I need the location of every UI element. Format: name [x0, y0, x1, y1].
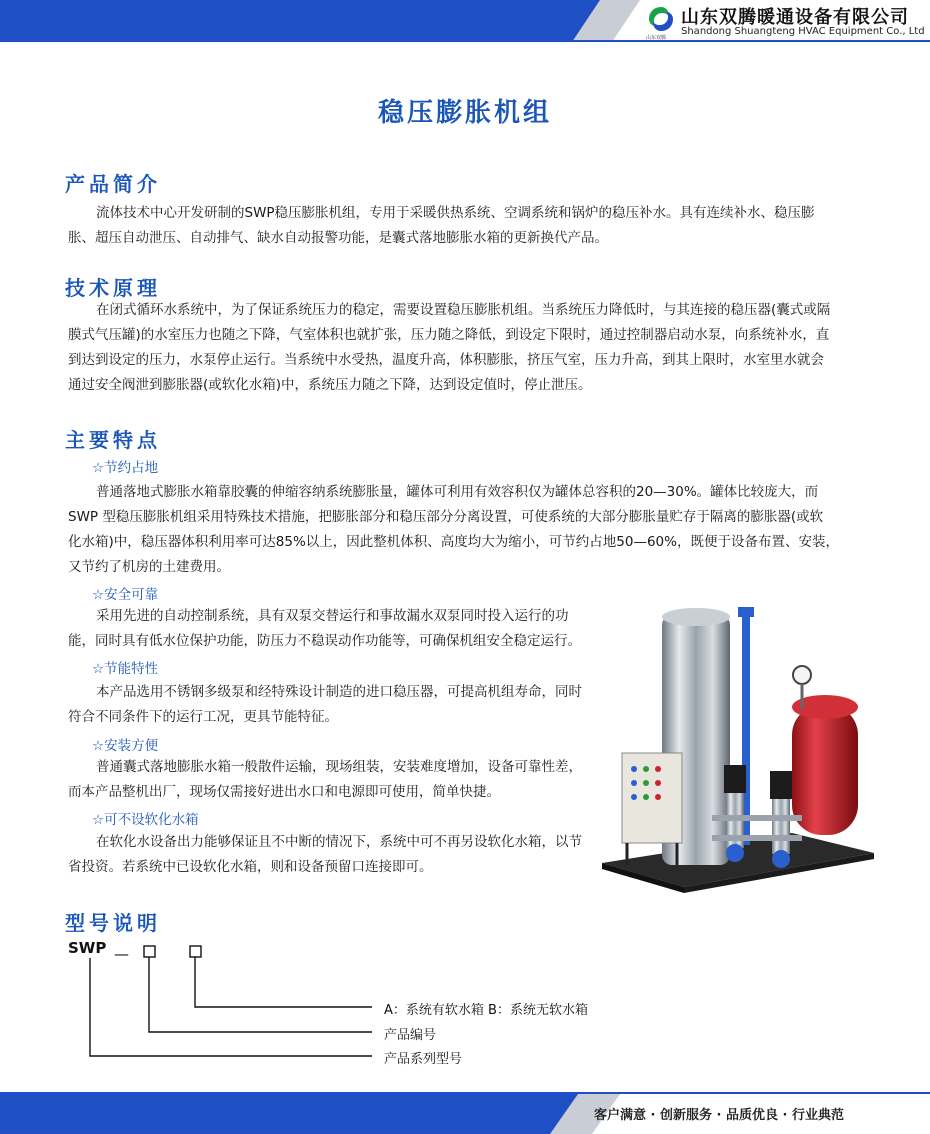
company-name-en: Shandong Shuangteng HVAC Equipment Co., Ltd — [681, 26, 925, 37]
model-prefix: SWP — [68, 939, 107, 957]
feature-softener-line-2: 省投资。若系统中已设软化水箱，则和设备预留口连接即可。 — [68, 859, 433, 875]
principle-line-3: 到达到设定的压力，水泵停止运行。当系统中水受热，温度升高，体积膨胀，挤压气室，压力升高，到其上限时，水室里水就会 — [68, 352, 824, 368]
company-name-cn: 山东双腾暖通设备有限公司 — [681, 7, 909, 28]
principle-line-1: 在闭式循环水系统中，为了保证系统压力的稳定，需要设置稳压膨胀机组。当系统压力降低时，与其连接的稳压器(囊式或隔 — [96, 302, 831, 318]
legend-tank-option: A：系统有软水箱 B：系统无软水箱 — [384, 1003, 588, 1018]
feature-safety-line-2: 能，同时具有低水位保护功能，防压力不稳误动作功能等，可确保机组安全稳定运行。 — [68, 633, 581, 649]
feature-title-installation: ☆安装方便 — [92, 738, 159, 754]
feature-install-line-1: 普通囊式落地膨胀水箱一般散件运输，现场组装，安装难度增加，设备可靠性差， — [96, 759, 582, 775]
feature-title-safety: ☆安全可靠 — [92, 587, 159, 603]
section-heading-principle: 技术原理 — [65, 276, 161, 300]
legend-product-series: 产品系列型号 — [384, 1052, 463, 1067]
model-box-number — [144, 946, 155, 957]
feature-title-energy: ☆节能特性 — [92, 661, 159, 677]
section-heading-model: 型号说明 — [65, 911, 161, 935]
feature-space-line-4: 又节约了机房的土建费用。 — [68, 559, 230, 575]
footer-slogan: 客户满意 · 创新服务 · 品质优良 · 行业典范 — [594, 1108, 844, 1123]
feature-energy-line-2: 符合不同条件下的运行工况，更具节能特征。 — [68, 709, 338, 725]
legend-product-number: 产品编号 — [384, 1028, 437, 1043]
feature-space-line-1: 普通落地式膨胀水箱靠胶囊的伸缩容纳系统膨胀量，罐体可利用有效容积仅为罐体总容积的20—30%。罐体比较庞大，而 — [96, 484, 819, 500]
feature-install-line-2: 而本产品整机出厂，现场仅需接好进出水口和电源即可使用，简单快捷。 — [68, 784, 500, 800]
intro-line-1: 流体技术中心开发研制的SWP稳压膨胀机组，专用于采暖供热系统、空调系统和锅炉的稳压补水。具有连续补水、稳压膨 — [96, 205, 815, 221]
feature-space-line-3: 化水箱)中，稳压器体积利用率可达85%以上，因此整机体积、高度均大为缩小，可节约占地50—60%，既便于设备布置、安装， — [68, 534, 839, 550]
model-dash: — — [114, 945, 129, 963]
section-heading-intro: 产品简介 — [65, 172, 161, 196]
logo-abbreviation: 山东双腾 — [646, 35, 667, 41]
feature-energy-line-1: 本产品选用不锈钢多级泵和经特殊设计制造的进口稳压器，可提高机组寿命，同时 — [96, 684, 582, 700]
feature-space-line-2: SWP 型稳压膨胀机组采用特殊技术措施，把膨胀部分和稳压部分分离设置，可使系统的大部分膨胀量贮存于隔离的膨胀器(或软 — [68, 509, 824, 525]
feature-softener-line-1: 在软化水设备出力能够保证且不中断的情况下，系统中可不再另设软化水箱，以节 — [96, 834, 582, 850]
model-box-type — [190, 946, 201, 957]
leader-line-b — [149, 957, 372, 1032]
principle-line-4: 通过安全阀泄到膨胀器(或软化水箱)中，系统压力随之下降，达到设定值时，停止泄压。 — [68, 377, 592, 393]
feature-title-space-saving: ☆节约占地 — [92, 460, 159, 476]
section-heading-features: 主要特点 — [65, 428, 161, 452]
intro-line-2: 胀、超压自动泄压、自动排气、缺水自动报警功能，是囊式落地膨胀水箱的更新换代产品。 — [68, 230, 608, 246]
principle-line-2: 膜式气压罐)的水室压力也随之下降，气室体积也就扩张，压力随之降低，到设定下限时，通过控制器启动水泵，向系统补水，直 — [68, 327, 830, 343]
page-title: 稳压膨胀机组 — [377, 98, 552, 128]
feature-safety-line-1: 采用先进的自动控制系统，具有双泵交替运行和事故漏水双泵同时投入运行的功 — [96, 608, 569, 624]
feature-title-no-softener: ☆可不设软化水箱 — [92, 812, 199, 828]
leader-line-a — [195, 957, 372, 1007]
